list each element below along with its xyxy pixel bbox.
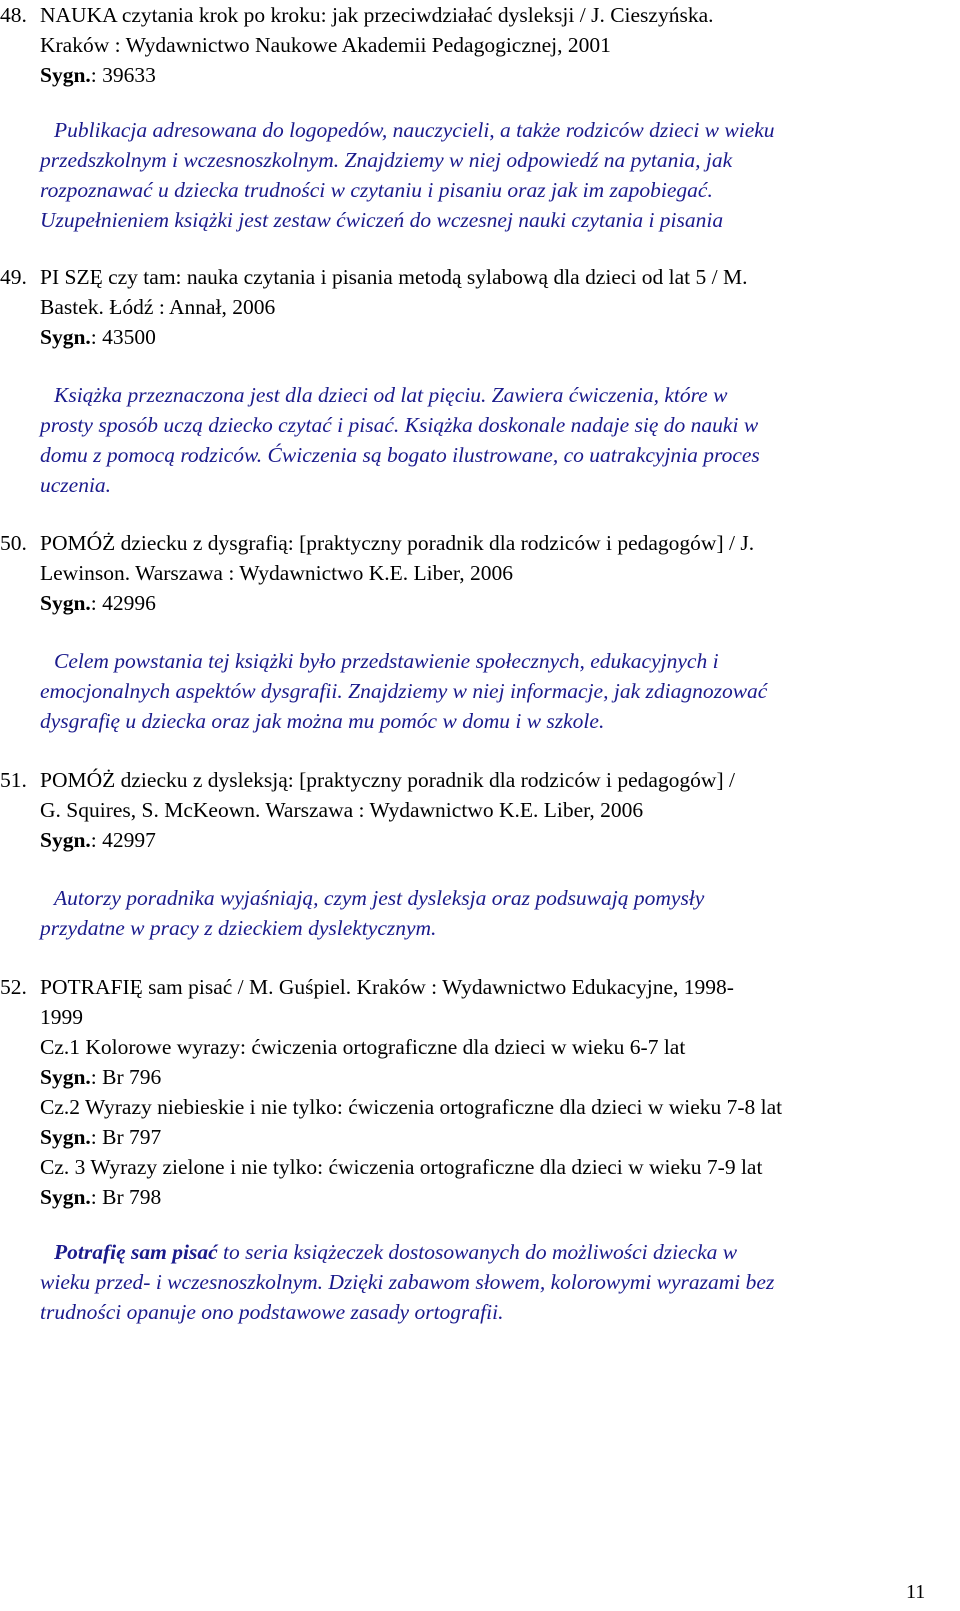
description-line: domu z pomocą rodziców. Ćwiczenia są bogato ilustrowane, co uatrakcyjnia proces	[40, 443, 760, 467]
bibliography-entry-50	[0, 528, 950, 618]
call-number-label: Sygn.	[40, 1185, 91, 1209]
entry-text: PI SZĘ czy tam: nauka czytania i pisania metodą sylabową dla dzieci od lat 5 / M.	[40, 265, 748, 289]
description-line: emocjonalnych aspektów dysgrafii. Znajdziemy w niej informacje, jak zdiagnozować	[40, 679, 768, 703]
bibliography-entry-52	[0, 972, 950, 1212]
call-number-value: : 42997	[90, 828, 156, 852]
call-number	[0, 1122, 950, 1152]
description-line: Celem powstania tej książki było przedstawienie społecznych, edukacyjnych i	[54, 649, 719, 673]
description-line: przedszkolnym i wczesnoszkolnym. Znajdziemy w niej odpowiedź na pytania, jak	[40, 148, 733, 172]
entry-line: Kraków : Wydawnictwo Naukowe Akademii Pedagogicznej, 2001	[40, 33, 611, 57]
call-number-value: : 39633	[90, 63, 156, 87]
call-number	[0, 825, 950, 855]
entry-text: POTRAFIĘ sam pisać / M. Guśpiel. Kraków : Wydawnictwo Edukacyjne, 1998-	[40, 975, 734, 999]
description-line: wieku przed- i wczesnoszkolnym. Dzięki zabawom słowem, kolorowymi wyrazami bez	[40, 1270, 775, 1294]
description-line: uczenia.	[40, 473, 112, 497]
entry-line	[0, 262, 950, 292]
call-number	[0, 1062, 950, 1092]
entry-line	[0, 972, 950, 1002]
entry-number: 51.	[0, 768, 27, 792]
call-number-label: Sygn.	[40, 591, 91, 615]
entry-line	[0, 528, 950, 558]
call-number-value: : Br 798	[90, 1185, 162, 1209]
description-line: rozpoznawać u dziecka trudności w czytaniu i pisaniu oraz jak im zapobiegać.	[40, 178, 713, 202]
call-number-value: : Br 797	[90, 1125, 162, 1149]
description-line: trudności opanuje ono podstawowe zasady ortografii.	[40, 1300, 504, 1324]
entry-text: POMÓŻ dziecku z dysgrafią: [praktyczny poradnik dla rodziców i pedagogów] / J.	[40, 531, 755, 555]
description-line: Autorzy poradnika wyjaśniają, czym jest dysleksja oraz podsuwają pomysły	[54, 886, 705, 910]
entry-line	[0, 765, 950, 795]
description-line	[40, 1237, 940, 1267]
bibliography-entry-49	[0, 262, 950, 352]
entry-line	[0, 0, 950, 30]
call-number-label: Sygn.	[40, 828, 91, 852]
description-line: dysgrafię u dziecka oraz jak można mu pomóc w domu i w szkole.	[40, 709, 605, 733]
description-line: prosty sposób uczą dziecko czytać i pisać. Książka doskonale nadaje się do nauki w	[40, 413, 759, 437]
entry-line: G. Squires, S. McKeown. Warszawa : Wydawnictwo K.E. Liber, 2006	[40, 798, 644, 822]
entry-description-49	[40, 380, 940, 500]
entry-number: 52.	[0, 975, 27, 999]
volume-title: Cz. 3 Wyrazy zielone i nie tylko: ćwiczenia ortograficzne dla dzieci w wieku 7-9 lat	[40, 1155, 763, 1179]
entry-number: 50.	[0, 531, 27, 555]
entry-line: 1999	[40, 1005, 83, 1029]
entry-description-52	[40, 1237, 940, 1327]
description-line: przydatne w pracy z dzieckiem dyslektycznym.	[40, 916, 437, 940]
entry-description-50	[40, 646, 940, 736]
call-number	[0, 588, 950, 618]
bibliography-entry-48	[0, 0, 950, 90]
entry-number: 48.	[0, 3, 27, 27]
call-number	[0, 1182, 950, 1212]
call-number-label: Sygn.	[40, 1125, 91, 1149]
call-number-label: Sygn.	[40, 325, 91, 349]
volume-title: Cz.1 Kolorowe wyrazy: ćwiczenia ortograficzne dla dzieci w wieku 6-7 lat	[40, 1035, 686, 1059]
series-title: Potrafię sam pisać	[54, 1240, 218, 1264]
entry-text: NAUKA czytania krok po kroku: jak przeciwdziałać dysleksji / J. Cieszyńska.	[40, 3, 714, 27]
call-number	[0, 322, 950, 352]
call-number-value: : 42996	[90, 591, 156, 615]
description-line: Książka przeznaczona jest dla dzieci od lat pięciu. Zawiera ćwiczenia, które w	[54, 383, 728, 407]
call-number-value: : 43500	[90, 325, 156, 349]
description-line: Uzupełnieniem książki jest zestaw ćwiczeń do wczesnej nauki czytania i pisania	[40, 208, 724, 232]
call-number-label: Sygn.	[40, 1065, 91, 1089]
call-number-label: Sygn.	[40, 63, 91, 87]
entry-description-48	[40, 115, 940, 235]
volume-title: Cz.2 Wyrazy niebieskie i nie tylko: ćwiczenia ortograficzne dla dzieci w wieku 7-8 lat	[40, 1095, 783, 1119]
description-line: Publikacja adresowana do logopedów, nauczycieli, a także rodziców dzieci w wieku	[54, 118, 775, 142]
entry-number: 49.	[0, 265, 27, 289]
page-number: 11	[906, 1581, 926, 1603]
entry-description-51	[40, 883, 940, 943]
entry-line: Lewinson. Warszawa : Wydawnictwo K.E. Liber, 2006	[40, 561, 513, 585]
bibliography-entry-51	[0, 765, 950, 855]
entry-text: POMÓŻ dziecku z dysleksją: [praktyczny poradnik dla rodziców i pedagogów] /	[40, 768, 735, 792]
call-number-value: : Br 796	[90, 1065, 162, 1089]
call-number	[0, 60, 950, 90]
entry-line: Bastek. Łódź : Annał, 2006	[40, 295, 276, 319]
description-text: to seria książeczek dostosowanych do możliwości dziecka w	[217, 1240, 738, 1264]
